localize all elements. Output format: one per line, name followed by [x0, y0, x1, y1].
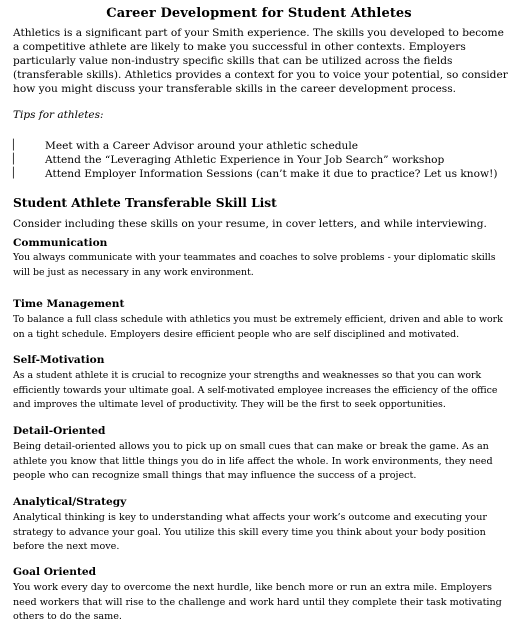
skill-description: To balance a full class schedule with athletics you must be extremely efficient, driven and able to work on a tight schedule. Employers desire efficient people who are self disciplined and motivated.: [13, 314, 503, 340]
skill-list-title: Student Athlete Transferable Skill List: [13, 196, 277, 210]
skill-description: You always communicate with your teammates and coaches to solve problems - your diplomatic skills will be just as necessary in any work environment.: [13, 252, 496, 278]
skill-heading: Detail-Oriented: [13, 425, 106, 437]
skill-description: You work every day to overcome the next hurdle, like bench more or run an extra mile. Employers need workers that will rise to the challenge and work hard until they complete their task motivating others to do the same.: [13, 582, 502, 622]
skill-heading: Self-Motivation: [13, 354, 105, 366]
tip-text: Meet with a Career Advisor around your athletic schedule: [45, 140, 358, 152]
intro-paragraph: Athletics is a significant part of your Smith experience. The skills you developed to become a competitive athlete are likely to make you successful in other contexts. Employers particularly value non-industry specific skills that can be utilized across the fields (transferable skills). Athletics provides a context for you to voice your potential, so consider how you might discuss your transferable skills in the career development process.: [13, 27, 508, 95]
skill-description: Being detail-oriented allows you to pick up on small cues that can make or break the game. As an athlete you know that little things you do in life affect the whole. In work environments, they need people who can recognize small things that may influence the success of a project.: [13, 441, 493, 481]
skill-heading: Analytical/Strategy: [13, 496, 127, 508]
skill-heading: Communication: [13, 237, 108, 249]
tips-label: Tips for athletes:: [13, 109, 104, 121]
tip-text: Attend Employer Information Sessions (can’t make it due to practice? Let us know!): [45, 168, 498, 180]
bullet-icon: ▏: [13, 140, 20, 151]
tip-text: Attend the “Leveraging Athletic Experience in Your Job Search” workshop: [45, 154, 445, 166]
skill-list-subtitle: Consider including these skills on your resume, in cover letters, and while interviewing.: [13, 218, 487, 230]
page-title: Career Development for Student Athletes: [106, 6, 412, 21]
skill-heading: Time Management: [13, 298, 125, 310]
skill-heading: Goal Oriented: [13, 566, 97, 578]
bullet-icon: ▏: [13, 154, 20, 165]
skill-description: Analytical thinking is key to understanding what affects your work’s outcome and executing your strategy to advance your goal. You utilize this skill every time you think about your body position before the next move.: [13, 512, 487, 552]
skill-description: As a student athlete it is crucial to recognize your strengths and weaknesses so that you can work efficiently towards your ultimate goal. A self-motivated employee increases the efficiency of the office and improves the ultimate level of productivity. They will be the first to seek opportunities.: [13, 370, 498, 410]
bullet-icon: ▏: [13, 168, 20, 179]
